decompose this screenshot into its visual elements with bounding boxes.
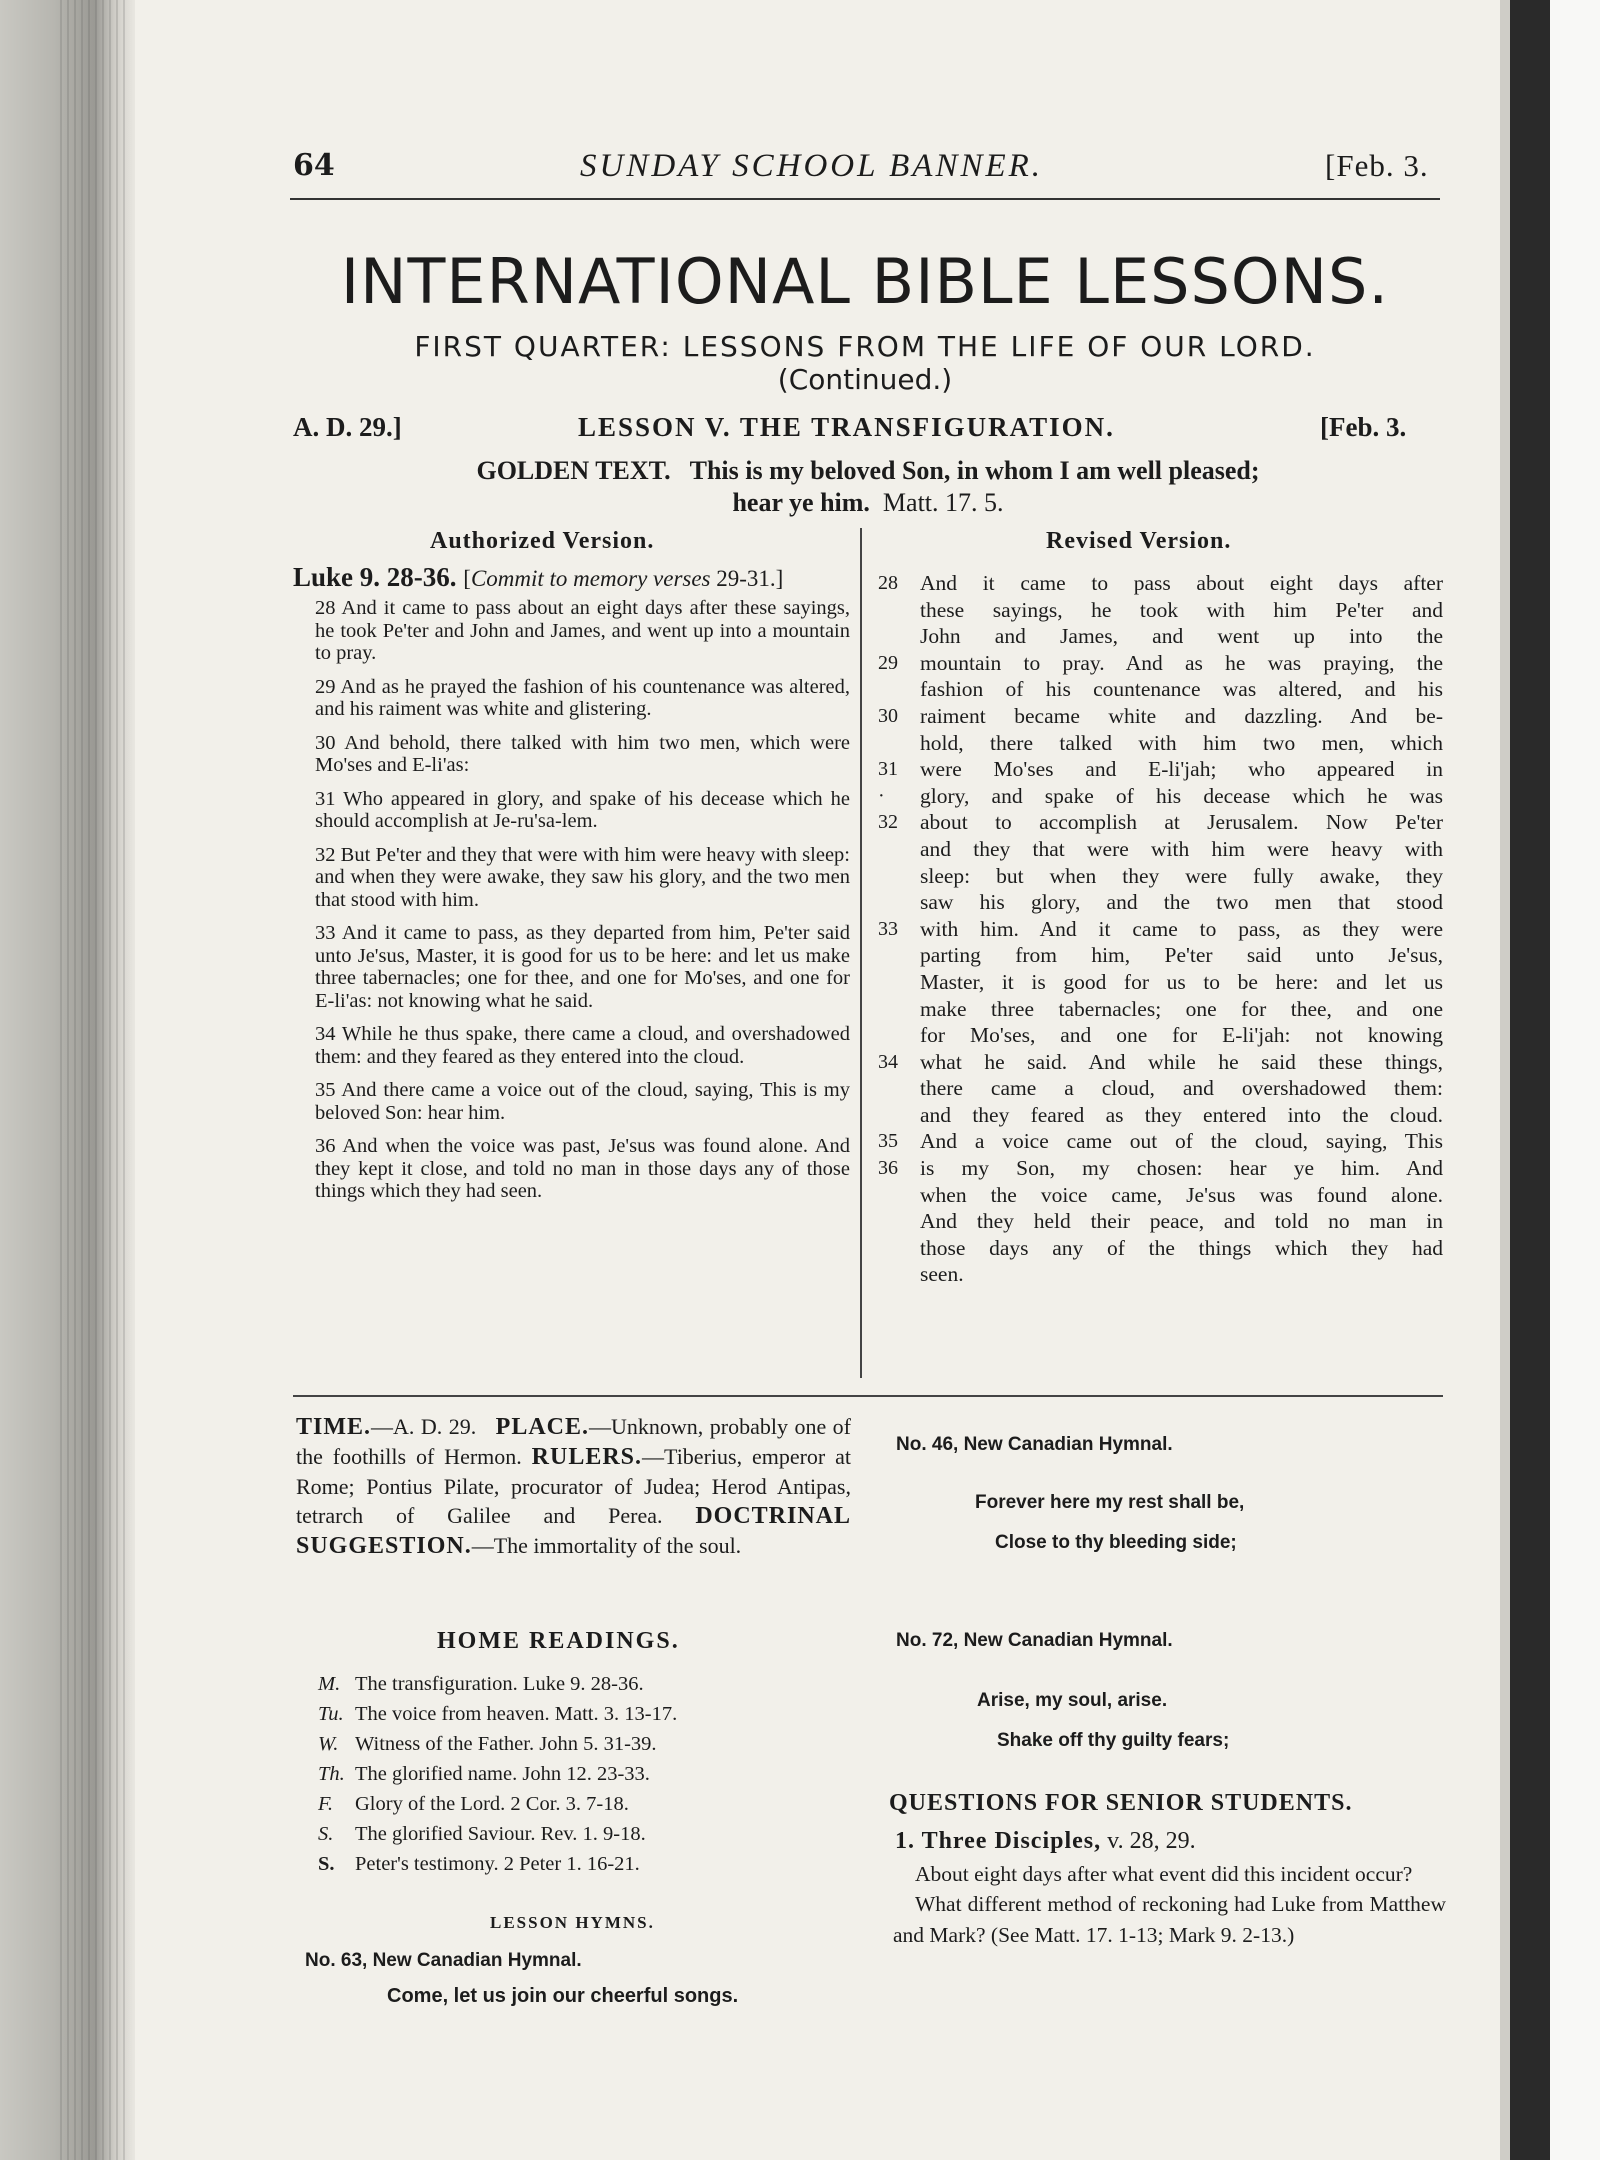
rv-verse-number [878, 1235, 920, 1262]
rv-verse-number [878, 1022, 920, 1049]
reading-day: W. [318, 1733, 339, 1755]
question-section-1 [895, 1828, 1196, 1855]
rv-line-text: and they that were with him were heavy with [920, 836, 1443, 861]
rv-line-text: seen. [920, 1262, 964, 1287]
rv-verse-number: 35 [878, 1130, 898, 1153]
header-rule [290, 198, 1440, 200]
page-title: INTERNATIONAL BIBLE LESSONS. [340, 245, 1390, 318]
rv-verse-number: 33 [878, 917, 898, 940]
rv-line [878, 1182, 1443, 1209]
authorized-verses [315, 597, 850, 1214]
reading-text: Peter's testimony. 2 Peter 1. 16-21. [355, 1853, 640, 1875]
scripture-reference [293, 562, 783, 593]
rv-verse-number [878, 969, 920, 996]
rv-line [878, 1075, 1443, 1102]
rv-line-text: Master, it is good for us to be here: and let us [920, 969, 1443, 994]
header-date: [Feb. 3. [1325, 148, 1429, 183]
reading-item [318, 1819, 677, 1849]
memory-note: [Commit to memory verses 29-31.] [463, 566, 784, 591]
hymn-72-number: No. 72, New Canadian Hymnal. [896, 1630, 1173, 1651]
rv-line-text: there came a cloud, and overshadowed them: [920, 1076, 1443, 1101]
rv-line-text: were Mo'ses and E-li'jah; who appeared in [920, 757, 1443, 782]
page-subtitle: FIRST QUARTER: LESSONS FROM THE LIFE OF OUR LORD. [414, 330, 1316, 363]
rv-line-text: John and James, and went up into the [920, 624, 1443, 649]
rv-verse-number [878, 996, 920, 1023]
question-section-ref: v. 28, 29. [1107, 1828, 1196, 1854]
reading-text: The voice from heaven. Matt. 3. 13-17. [355, 1703, 678, 1725]
home-readings-heading: HOME READINGS. [437, 1628, 680, 1654]
rv-verse-number [878, 623, 920, 650]
place-text: —Unknown, probably one of the foothills of Hermon. [296, 1414, 852, 1469]
av-verse-33: 33 And it came to pass, as they departed from him, Pe'ter said unto Je'sus, Master, it is good for us to be here: and let us make three tabernacles; one for thee, and one for Mo'ses, and one for E-li'as: not knowing what he said. [315, 922, 850, 1012]
rv-line-text: is my Son, my chosen: hear ye him. And [920, 1156, 1443, 1181]
home-readings-list [318, 1669, 677, 1879]
rv-line [878, 756, 1443, 783]
golden-ref: Matt. 17. 5. [882, 488, 1004, 517]
rulers-text: —Tiberius, emperor at Rome; Pontius Pilate, procurator of Judea; Herod Antipas, tetrarch of Galilee and Perea. [296, 1444, 852, 1528]
rv-line-text: with him. And it came to pass, as they were [920, 916, 1443, 941]
av-verse-35: 35 And there came a voice out of the cloud, saying, This is my beloved Son: hear him. [315, 1079, 850, 1124]
rv-line-text: for Mo'ses, and one for E-li'jah: not knowing [920, 1023, 1443, 1048]
rv-line-text: hold, there talked with him two men, which [920, 730, 1443, 755]
rv-verse-number: · [878, 784, 885, 807]
golden-text-1: This is my beloved Son, in whom I am well pleased; [689, 456, 1260, 485]
rv-line-text: And a voice came out of the cloud, saying, This [920, 1129, 1443, 1154]
hymn-72-line-1: Arise, my soul, arise. [977, 1690, 1168, 1711]
rv-line-text: what he said. And while he said these things, [920, 1049, 1443, 1074]
rv-verse-number [878, 1075, 920, 1102]
reading-day: Th. [318, 1763, 345, 1785]
rv-line-text: when the voice came, Je'sus was found alone. [920, 1182, 1443, 1207]
rv-line-text: those days any of the things which they had [920, 1235, 1443, 1260]
reading-text: Glory of the Lord. 2 Cor. 3. 7-18. [355, 1793, 629, 1815]
rv-verse-number: 28 [878, 572, 898, 594]
revised-version-heading: Revised Version. [1046, 528, 1232, 554]
hymn-46-line-2: Close to thy bleeding side; [995, 1532, 1237, 1553]
rv-line-text: fashion of his countenance was altered, and his [920, 677, 1443, 702]
rv-line [878, 1102, 1443, 1129]
rv-line [878, 676, 1443, 703]
rv-line [878, 1235, 1443, 1262]
av-verse-31: 31 Who appeared in glory, and spake of his decease which he should accomplish at Je-ru'sa-lem. [315, 787, 850, 832]
question-1: About eight days after what event did this incident occur? [915, 1862, 1413, 1886]
rv-line-text: parting from him, Pe'ter said unto Je'sus, [920, 943, 1443, 968]
question-list [893, 1859, 1446, 1950]
reading-item [318, 1849, 677, 1879]
rv-line-text: glory, and spake of his decease which he was [920, 783, 1443, 808]
questions-heading: QUESTIONS FOR SENIOR STUDENTS. [889, 1790, 1353, 1816]
reading-item [318, 1759, 677, 1789]
doctrinal-label: DOCTRINAL SUGGESTION. [296, 1503, 852, 1559]
rv-line [878, 650, 1443, 677]
lesson-hymns-heading: LESSON HYMNS. [490, 1913, 655, 1932]
rv-line [878, 597, 1443, 624]
rv-line-text: make three tabernacles; one for thee, and one [920, 996, 1443, 1021]
rv-line [878, 783, 1443, 810]
lesson-info [296, 1412, 851, 1561]
rv-line-text: about to accomplish at Jerusalem. Now Pe'ter [920, 810, 1443, 835]
question-2: What different method of reckoning had Luke from Matthew and Mark? (See Matt. 17. 1-13; Mark 9. 2-13.) [893, 1892, 1446, 1947]
av-verse-29: 29 And as he prayed the fashion of his countenance was altered, and his raiment was white and glistering. [315, 675, 850, 720]
rv-verse-number: 31 [878, 758, 898, 781]
section-rule [293, 1395, 1443, 1397]
hymn-72-line-2: Shake off thy guilty fears; [997, 1730, 1230, 1751]
rv-verse-number: 36 [878, 1157, 898, 1180]
rv-line [878, 703, 1443, 730]
av-verse-32: 32 But Pe'ter and they that were with him were heavy with sleep: and when they were awake, they saw his glory, and the two men that stood with him. [315, 843, 850, 911]
reference-text: Luke 9. 28-36. [293, 562, 457, 592]
rv-line [878, 809, 1443, 836]
rv-line-text: mountain to pray. And as he was praying, the [920, 650, 1443, 675]
time-text: —A. D. 29. [371, 1414, 477, 1439]
rv-line [878, 969, 1443, 996]
scan-border [1510, 0, 1550, 2160]
rv-verse-number [878, 1208, 920, 1235]
question-section-label: 1. Three Disciples, [895, 1828, 1102, 1854]
reading-text: Witness of the Father. John 5. 31-39. [355, 1733, 657, 1755]
scan-margin [1550, 0, 1600, 2160]
reading-day: S. [318, 1853, 335, 1875]
rv-line [878, 836, 1443, 863]
reading-text: The glorified name. John 12. 23-33. [355, 1763, 650, 1785]
rv-line [878, 570, 1443, 597]
rv-line [878, 730, 1443, 757]
memory-verses: 29-31. [716, 566, 776, 591]
rv-verse-number: 30 [878, 704, 898, 727]
memory-label: Commit to memory verses [470, 566, 711, 591]
av-verse-34: 34 While he thus spake, there came a cloud, and overshadowed them: and they feared as they entered into the cloud. [315, 1023, 850, 1068]
rv-line [878, 1208, 1443, 1235]
page-edge [1500, 0, 1510, 2160]
rv-verse-number [878, 1182, 920, 1209]
continued-note: (Continued.) [777, 363, 953, 396]
golden-text-2: hear ye him. [732, 488, 870, 517]
rv-line-text: And they held their peace, and told no man in [920, 1209, 1443, 1234]
rv-verse-number [878, 1102, 920, 1129]
rv-verse-number: 34 [878, 1050, 898, 1073]
authorized-version-heading: Authorized Version. [430, 528, 655, 554]
hymn-63-line: Come, let us join our cheerful songs. [387, 1985, 739, 2007]
golden-label: GOLDEN TEXT. [476, 456, 671, 485]
lesson-date: A. D. 29.] [293, 412, 402, 442]
time-label: TIME. [296, 1414, 372, 1440]
hymn-46-number: No. 46, New Canadian Hymnal. [896, 1434, 1173, 1455]
hymn-63-number: No. 63, New Canadian Hymnal. [305, 1950, 582, 1971]
reading-day: M. [318, 1673, 341, 1695]
av-verse-30: 30 And behold, there talked with him two men, which were Mo'ses and E-li'as: [315, 731, 850, 776]
rv-line [878, 1022, 1443, 1049]
reading-text: The glorified Saviour. Rev. 1. 9-18. [355, 1823, 646, 1845]
rv-line [878, 996, 1443, 1023]
reading-item [318, 1729, 677, 1759]
rv-line-text: these sayings, he took with him Pe'ter and [920, 597, 1443, 622]
rv-line-text: saw his glory, and the two men that stood [920, 890, 1443, 915]
rv-line [878, 623, 1443, 650]
reading-day: F. [318, 1793, 334, 1815]
golden-text [293, 455, 1443, 519]
revised-verses [878, 570, 1443, 1288]
rv-line [878, 863, 1443, 890]
rv-line [878, 916, 1443, 943]
rv-verse-number [878, 730, 920, 757]
reading-day: S. [318, 1823, 334, 1845]
lesson-title: LESSON V. THE TRANSFIGURATION. [578, 412, 1115, 442]
reading-text: The transfiguration. Luke 9. 28-36. [355, 1673, 644, 1695]
running-title: SUNDAY SCHOOL BANNER. [580, 148, 1044, 184]
av-verse-36: 36 And when the voice was past, Je'sus was found alone. And they kept it close, and told no man in those days any of those things which they had seen. [315, 1135, 850, 1202]
reading-item [318, 1789, 677, 1819]
doctrinal-text: —The immortality of the soul. [471, 1533, 742, 1558]
rv-verse-number: 29 [878, 651, 898, 674]
rv-line [878, 942, 1443, 969]
rv-verse-number [878, 597, 920, 624]
av-verse-28: 28 And it came to pass about an eight days after these sayings, he took Pe'ter and John and James, and went up into a mountain to pray. [315, 597, 850, 664]
rv-line-text: raiment became white and dazzling. And be- [920, 703, 1443, 728]
rv-line-text: And it came to pass about eight days after [920, 571, 1443, 595]
rv-line [878, 1155, 1443, 1182]
lesson-feb-date: [Feb. 3. [1320, 412, 1407, 442]
place-label: PLACE. [495, 1414, 590, 1440]
page-number: 64 [293, 148, 335, 183]
rv-verse-number [878, 942, 920, 969]
column-divider [860, 528, 862, 1378]
binding-texture [60, 0, 130, 2160]
rv-verse-number [878, 889, 920, 916]
rv-line-text: and they feared as they entered into the cloud. [920, 1102, 1443, 1127]
hymn-46-line-1: Forever here my rest shall be, [975, 1492, 1245, 1513]
reading-day: Tu. [318, 1703, 344, 1725]
rv-verse-number [878, 863, 920, 890]
rulers-label: RULERS. [531, 1444, 643, 1470]
rv-verse-number [878, 676, 920, 703]
rv-line [878, 889, 1443, 916]
reading-item [318, 1699, 677, 1729]
rv-verse-number [878, 1261, 920, 1288]
rv-verse-number [878, 836, 920, 863]
rv-line [878, 1049, 1443, 1076]
reading-item [318, 1669, 677, 1699]
rv-line [878, 1128, 1443, 1155]
rv-verse-number: 32 [878, 811, 898, 834]
rv-line-text: sleep: but when they were fully awake, they [920, 863, 1443, 888]
rv-line [878, 1261, 1443, 1288]
